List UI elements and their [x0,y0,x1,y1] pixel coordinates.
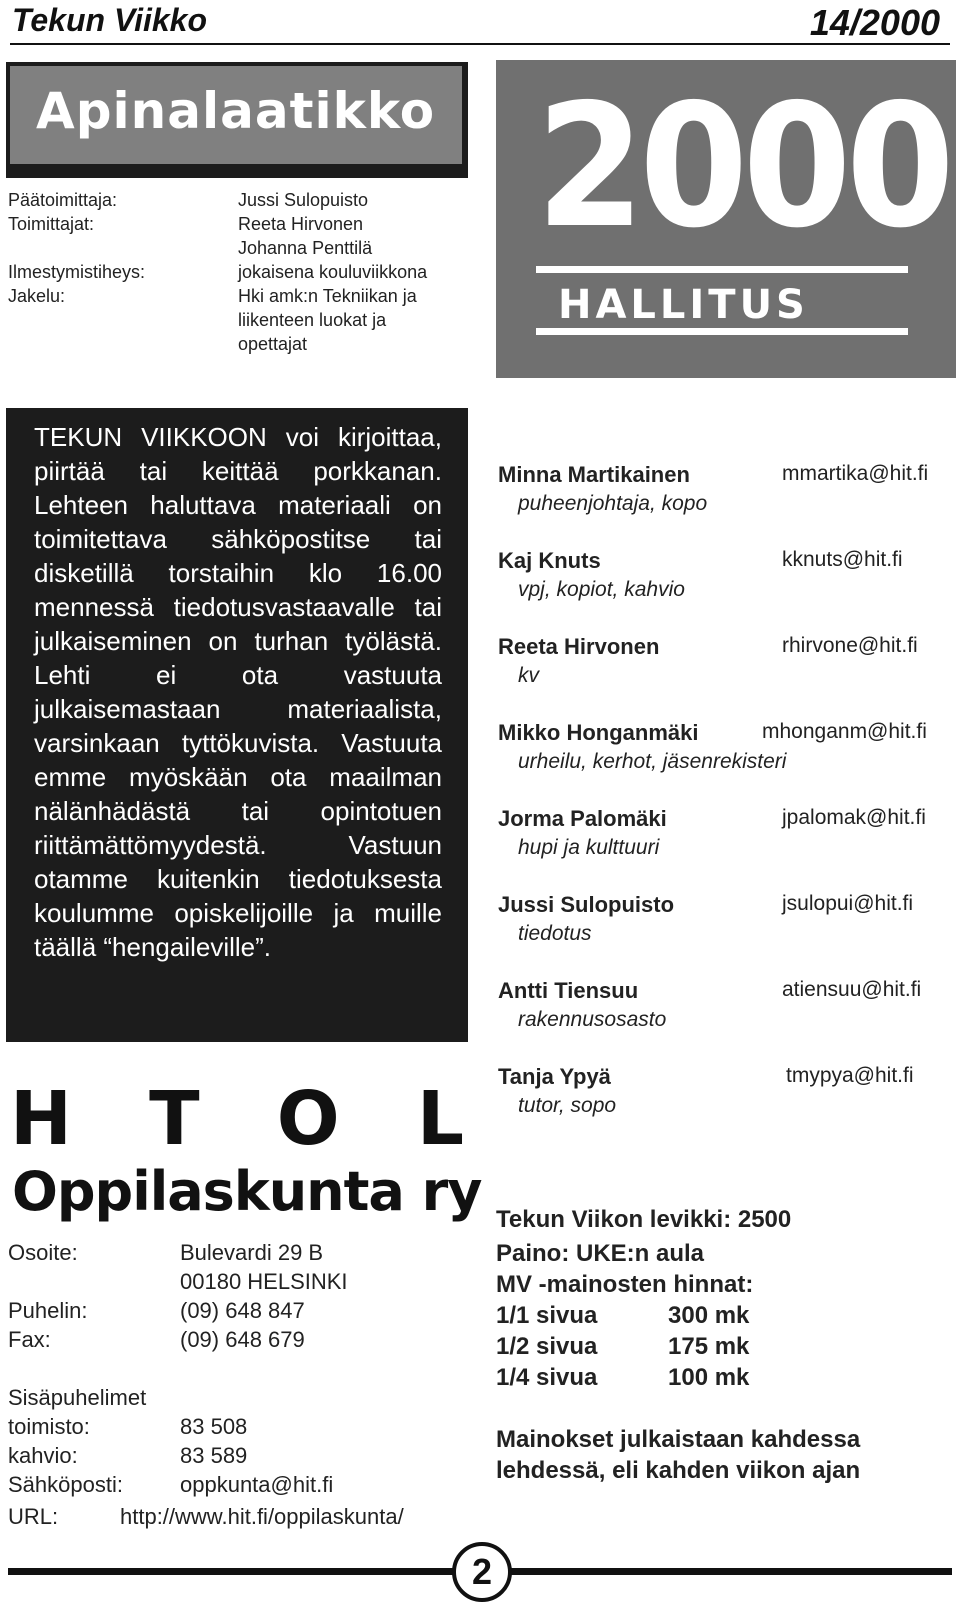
price-value: 100 mk [668,1364,750,1391]
prices-title: MV -mainosten hinnat: [496,1271,754,1298]
masthead-title: Apinalaatikko [36,82,436,140]
phone-label: Puhelin: [8,1298,88,1323]
staff-value: liikenteen luokat ja [238,310,387,330]
circulation: Tekun Viikon levikki: 2500 [496,1206,792,1233]
org-letter: L [416,1076,464,1162]
page-number: 2 [452,1542,512,1602]
member-email[interactable]: rhirvone@hit.fi [782,634,918,657]
cafe-label: kahvio: [8,1443,78,1468]
fax-label: Fax: [8,1327,51,1352]
address-city: 00180 HELSINKI [180,1269,348,1294]
org-letter: T [149,1076,200,1162]
member-role: hupi ja kulttuuri [518,836,660,859]
issue-number: 14/2000 [809,2,940,43]
print-location: Paino: UKE:n aula [496,1240,705,1267]
member-email[interactable]: jsulopui@hit.fi [782,892,914,915]
member-role: tutor, sopo [518,1094,617,1117]
member-email[interactable]: tmypya@hit.fi [786,1064,914,1087]
member-role: tiedotus [518,922,592,945]
member-name: Reeta Hirvonen [498,634,660,659]
staff-value: jokaisena kouluviikkona [238,262,428,282]
member-name: Kaj Knuts [498,548,601,573]
staff-value: Reeta Hirvonen [238,214,364,234]
office-label: toimisto: [8,1414,90,1439]
office-number: 83 508 [180,1414,248,1439]
member-email[interactable]: mhonganm@hit.fi [762,720,927,743]
staff-label: Ilmestymistiheys: [8,262,146,282]
fax-number: (09) 648 679 [180,1327,305,1352]
member-name: Mikko Honganmäki [498,720,699,745]
price-size: 1/2 sivua [496,1333,598,1360]
member-email[interactable]: mmartika@hit.fi [782,462,929,485]
price-value: 175 mk [668,1333,750,1360]
header-rule [10,43,950,45]
email-label: Sähköposti: [8,1472,123,1497]
staff-list [0,178,470,408]
staff-value: Johanna Penttilä [238,238,373,258]
org-url-label: URL: [8,1504,59,1529]
member-name: Tanja Ypyä [498,1064,611,1089]
member-name: Minna Martikainen [498,462,690,487]
org-name: Oppilaskunta ry [12,1160,482,1223]
banner-rule-top [536,266,908,273]
member-role: vpj, kopiot, kahvio [518,578,685,601]
cafe-number: 83 589 [180,1443,248,1468]
price-size: 1/4 sivua [496,1364,598,1391]
banner-rule-bottom [536,328,908,335]
intro-paragraph: TEKUN VIIKKOON voi kirjoittaa, piirtää tai keittää porkkanan. Lehteen haluttava materiaali on toimitettava sähköpostitse tai disketillä torstaihin klo 16.00 mennessä tiedotusvastaavalle tai julkaiseminen on turhan työlästä. Lehti ei ota vastuuta julkaisemastaan materiaalista, varsinkaan tyttökuvista. Vastuuta emme myöskään ota maailman nälänhädästä tai opintotuen riittämättömyydestä. Vastuun otamme kuitenkin tiedotuksesta koulumme opiskelijoille ja muille täällä “hengaileville”. [34,422,442,962]
org-url-link[interactable]: http://www.hit.fi/oppilaskunta/ [120,1504,404,1529]
email-address[interactable]: oppkunta@hit.fi [180,1472,334,1497]
member-role: urheilu, kerhot, jäsenrekisteri [518,750,787,773]
price-value: 300 mk [668,1302,750,1329]
member-name: Antti Tiensuu [498,978,639,1003]
internal-phones-title: Sisäpuhelimet [8,1385,147,1410]
member-role: kv [518,664,539,687]
org-letter: O [276,1076,340,1162]
board-year: 2000 [536,68,950,266]
member-email[interactable]: atiensuu@hit.fi [782,978,922,1001]
org-acronym [10,1076,464,1162]
address-street: Bulevardi 29 B [180,1240,324,1265]
member-role: puheenjohtaja, kopo [518,492,708,515]
masthead-url-link[interactable]: http://www.hit.fi/oppilaskunta/viikko/ [120,388,403,408]
staff-value: opettajat [238,334,308,354]
staff-label: Toimittajat: [8,214,95,234]
staff-value: Hki amk:n Tekniikan ja [238,286,417,306]
staff-label: Päätoimittaja: [8,190,118,210]
board-title: HALLITUS [558,282,809,328]
publication-title: Tekun Viikko [12,2,208,38]
org-letter: H [10,1076,72,1162]
member-name: Jussi Sulopuisto [498,892,675,917]
phone-number: (09) 648 847 [180,1298,305,1323]
address-label: Osoite: [8,1240,78,1265]
masthead-url-label: URL: [8,388,50,408]
price-size: 1/1 sivua [496,1302,598,1329]
member-email[interactable]: kknuts@hit.fi [782,548,903,571]
staff-label: Jakelu: [8,286,66,306]
staff-value: Jussi Sulopuisto [238,190,369,210]
member-name: Jorma Palomäki [498,806,667,831]
member-role: rakennusosasto [518,1008,667,1031]
member-email[interactable]: jpalomak@hit.fi [782,806,926,829]
ad-note-line1: Mainokset julkaistaan kahdessa [496,1426,861,1453]
ad-note-line2: lehdessä, eli kahden viikon ajan [496,1457,861,1484]
